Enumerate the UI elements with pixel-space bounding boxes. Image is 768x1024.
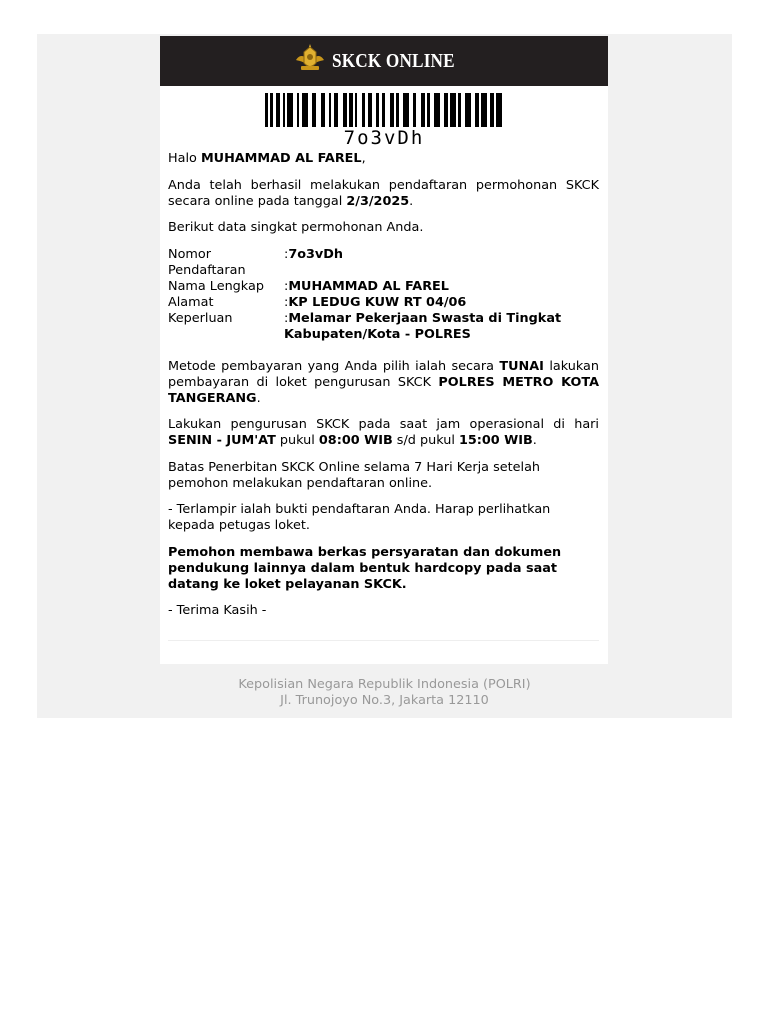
detail-label: Nama Lengkap xyxy=(168,278,264,294)
barcode-bar xyxy=(321,93,325,127)
barcode-bar xyxy=(349,93,353,127)
detail-row xyxy=(168,247,599,279)
barcode-bar xyxy=(287,93,293,127)
detail-value: :7o3vDh xyxy=(284,246,343,262)
registration-paragraph: Anda telah berhasil melakukan pendaftaran permohonan SKCK secara online pada tanggal 2/3/2025. xyxy=(168,177,599,209)
barcode-bar xyxy=(481,93,487,127)
greeting-line: Halo MUHAMMAD AL FAREL, xyxy=(168,151,366,166)
barcode-bar xyxy=(334,93,338,127)
barcode-bar xyxy=(283,93,285,127)
barcode-bar xyxy=(496,93,502,127)
barcode-bar xyxy=(276,93,280,127)
barcode-bar xyxy=(376,93,379,127)
closing-line: - Terima Kasih - xyxy=(168,603,267,618)
barcode-bar xyxy=(396,93,399,127)
barcode-bar xyxy=(390,93,394,127)
barcode-bar xyxy=(368,93,372,127)
barcode-bar xyxy=(355,93,357,127)
barcode-bar xyxy=(270,93,273,127)
detail-label: Alamat xyxy=(168,294,214,310)
detail-value: :MUHAMMAD AL FAREL xyxy=(284,278,449,294)
start-time: 08:00 WIB xyxy=(318,433,393,448)
application-details xyxy=(168,247,599,343)
header-banner xyxy=(160,36,608,86)
police-emblem-icon xyxy=(294,44,326,78)
brand-logo xyxy=(294,44,475,78)
barcode-bar xyxy=(427,93,430,127)
email-card xyxy=(160,36,608,664)
barcode-bar xyxy=(490,93,494,127)
barcode-bar xyxy=(421,93,425,127)
footer-address: Jl. Trunojoyo No.3, Jakarta 12110 xyxy=(280,693,489,708)
barcode-bar xyxy=(465,93,471,127)
barcode-bar xyxy=(297,93,299,127)
end-time: 15:00 WIB xyxy=(458,433,533,448)
detail-label: Nomor Pendaftaran xyxy=(168,246,246,278)
registration-date: 2/3/2025 xyxy=(346,193,410,209)
barcode-bar xyxy=(302,93,308,127)
barcode-bar xyxy=(312,93,316,127)
brand-title: SKCK ONLINE xyxy=(331,49,455,72)
hours-paragraph: Lakukan pengurusan SKCK pada saat jam operasional di hari SENIN - JUM'AT pukul 08:00 WIB s/d pukul 15:00 WIB. xyxy=(168,417,599,448)
deadline-paragraph: Batas Penerbitan SKCK Online selama 7 Hari Kerja setelah pemohon melakukan pendaftaran online. xyxy=(168,459,541,491)
barcode-image xyxy=(265,93,503,127)
recipient-name: MUHAMMAD AL FAREL xyxy=(200,151,362,166)
barcode-bar xyxy=(458,93,461,127)
barcode-bar xyxy=(475,93,479,127)
detail-value: :Melamar Pekerjaan Swasta di Tingkat Kabupaten/Kota - POLRES xyxy=(284,310,562,342)
barcode-code: 7o3vDh xyxy=(343,127,425,149)
barcode-bar xyxy=(265,93,268,127)
barcode-bar xyxy=(434,93,440,127)
barcode-block xyxy=(160,93,608,148)
barcode-bar xyxy=(382,93,385,127)
letter-body xyxy=(168,151,599,630)
barcode-bar xyxy=(450,93,456,127)
barcode-bar xyxy=(343,93,347,127)
barcode-bar xyxy=(362,93,365,127)
barcode-bar xyxy=(413,93,416,127)
footer-organization: Kepolisian Negara Republik Indonesia (POLRI) xyxy=(238,677,531,692)
detail-value: :KP LEDUG KUW RT 04/06 xyxy=(284,294,467,310)
attachment-note: - Terlampir ialah bukti pendaftaran Anda. Harap perlihatkan kepada petugas loket. xyxy=(168,502,551,533)
detail-row xyxy=(168,295,599,311)
detail-row xyxy=(168,311,599,343)
footer xyxy=(37,677,732,709)
payment-location: POLRES METRO KOTA TANGERANG xyxy=(168,374,600,406)
summary-intro: Berikut data singkat permohonan Anda. xyxy=(168,220,424,235)
payment-method: TUNAI xyxy=(499,358,544,374)
document-notice: Pemohon membawa berkas persyaratan dan dokumen pendukung lainnya dalam bentuk hardcopy pada saat datang ke loket pelayanan SKCK. xyxy=(168,544,562,592)
divider xyxy=(168,640,599,641)
barcode-bar xyxy=(444,93,448,127)
barcode-bar xyxy=(329,93,331,127)
barcode-bar xyxy=(403,93,409,127)
payment-paragraph: Metode pembayaran yang Anda pilih ialah secara TUNAI lakukan pembayaran di loket pengurusan SKCK POLRES METRO KOTA TANGERANG. xyxy=(168,358,600,406)
detail-row xyxy=(168,279,599,295)
email-background xyxy=(37,34,732,718)
detail-label: Keperluan xyxy=(168,310,233,326)
operating-days: SENIN - JUM'AT xyxy=(168,433,276,448)
